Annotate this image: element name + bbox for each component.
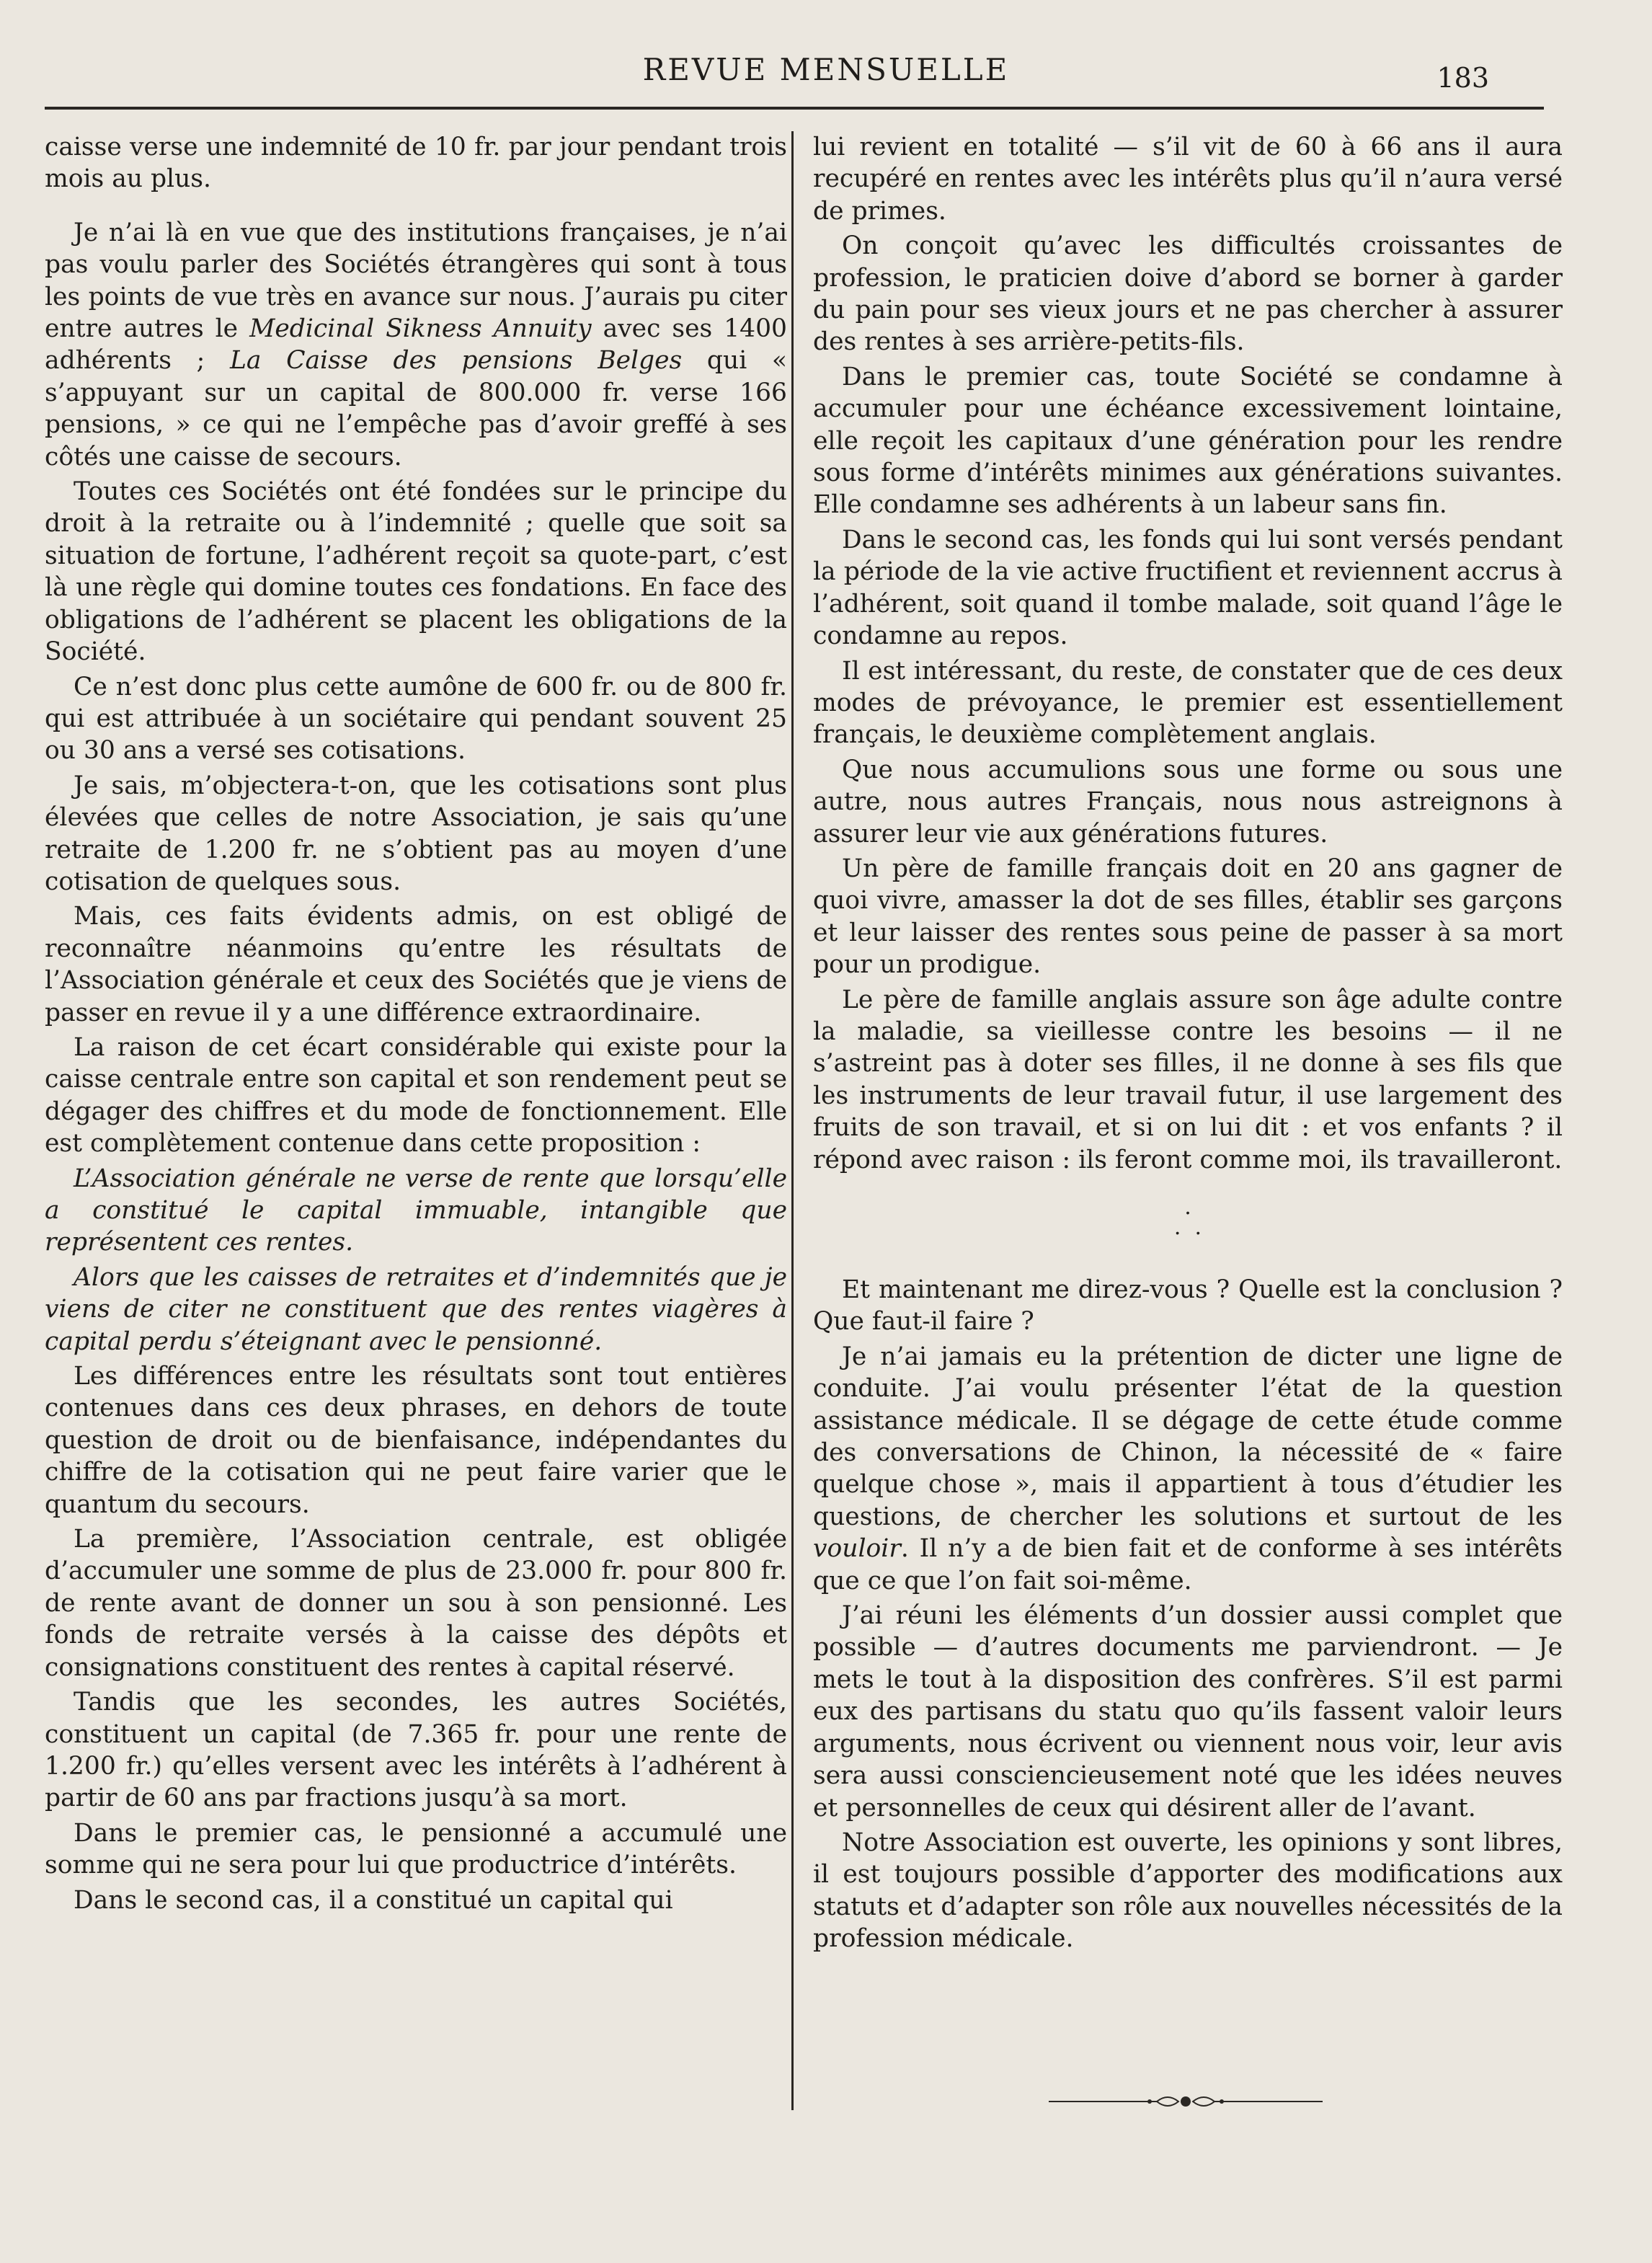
running-title: REVUE MENSUELLE [642,52,1010,87]
text-run: Je n’ai jamais eu la prétention de dicter une ligne de conduite. J’ai voulu présenter l’état de la question assistance médicale. Il se dégage de cette étude comme des conversations de Chinon, la nécessité de « faire quelque chose », mais il appartient à tous d’étudier les questions, de chercher les solutions et surtout de les [813,1342,1563,1531]
paragraph: J’ai réuni les éléments d’un dossier aussi complet que possible — d’autres documents me parviendront. — Je mets le tout à la disposition des confrères. S’il est parmi eux des partisans du statu quo qu’ils fassent valoir leurs arguments, nous écrivent ou viennent nous voir, leur avis sera aussi consciencieusement noté que les idées neuves et personnelles de ceux qui désirent aller de l’avant. [813,1601,1563,1823]
paragraph: Un père de famille français doit en 20 ans gagner de quoi vivre, amasser la dot de ses filles, établir ses garçons et leur laisser des rentes sous peine de passer à sa mort pour un prodigue. [813,854,1563,980]
text-run: Je n’ai là en vue que des institutions françaises, je n’ai pas voulu parler des Sociétés étrangères qui sont à tous les points de vue très en avance sur nous. J’aurais pu citer entre autres le [45,218,787,344]
paragraph: Le père de famille anglais assure son âge adulte contre la maladie, sa vieillesse contre les besoins — il ne s’astreint pas à doter ses filles, il ne donne à ses fils que les instruments de leur travail futur, il use largement des fruits de son travail, et si on lui dit : et vos enfants ? il répond avec raison : ils feront comme moi, ils travailleront. [813,985,1563,1174]
italic-proposition: L’Association générale ne verse de rente que lorsqu’elle a constitué le capital immuable, intangible que représentent ces rentes. [45,1164,787,1257]
paragraph: Tandis que les secondes, les autres Sociétés, constituent un capital (de 7.365 fr. pour une rente de 1.200 fr.) qu’elles versent avec les intérêts à l’adhérent à partir de 60 ans par fractions jusqu’à sa mort. [45,1688,787,1813]
section-asterism: . . . [1173,1195,1202,1240]
column-rule [791,131,794,2110]
paragraph [813,1341,1563,1597]
italic-word: vouloir [813,1534,901,1564]
left-column [45,131,787,1919]
paragraph: Il est intéressant, du reste, de constater que de ces deux modes de prévoyance, le premier est essentiellement français, le deuxième complètement anglais. [813,656,1563,750]
right-column [813,131,1563,1958]
text-run: . Il n’y a de bien fait et de conforme à ses intérêts que ce que l’on fait soi-même. [813,1534,1563,1595]
paragraph: On conçoit qu’avec les difficultés croissantes de profession, le praticien doive d’abord se borner à garder du pain pour ses vieux jours et ne pas chercher à assurer des rentes à ses arrière-petits-fils. [813,231,1563,357]
paragraph: Dans le second cas, les fonds qui lui sont versés pendant la période de la vie active fructifient et reviennent accrus à l’adhérent, soit quand il tombe malade, soit quand l’âge le condamne au repos. [813,525,1563,651]
paragraph: Et maintenant me direz-vous ? Quelle est la conclusion ? Que faut-il faire ? [813,1275,1563,1337]
page-number: 183 [1436,62,1489,94]
paragraph: Notre Association est ouverte, les opinions y sont libres, il est toujours possible d’apporter des modifications aux statuts et d’adapter son rôle aux nouvelles nécessités de la profession médicale. [813,1828,1563,1954]
italic-title: Medicinal Sikness Annuity [249,314,592,344]
fleuron-ornament [1042,2091,1330,2112]
header-rule [45,107,1544,110]
paragraph [45,217,787,473]
paragraph: La première, l’Association centrale, est obligée d’accumuler une somme de plus de 23.000 fr. pour 800 fr. de rente avant de donner un sou à son pensionné. Les fonds de retraite versés à la caisse des dépôts et consignations constituent des rentes à capital réservé. [45,1525,787,1682]
paragraph: Mais, ces faits évidents admis, on est obligé de reconnaître néanmoins qu’entre les résultats de l’Association générale et ceux des Sociétés que je viens de passer en revue il y a une différence extraordinaire. [45,902,787,1027]
paragraph: Je sais, m’objectera-t-on, que les cotisations sont plus élevées que celles de notre Association, je sais qu’une retraite de 1.200 fr. ne s’obtient pas au moyen d’une cotisation de quelques sous. [45,771,787,896]
paragraph: Dans le premier cas, le pensionné a accumulé une somme qui ne sera pour lui que productrice d’intérêts. [45,1818,787,1880]
italic-proposition: Alors que les caisses de retraites et d’indemnités que je viens de citer ne constituent que des rentes viagères à capital perdu s’éteignant avec le pensionné. [45,1262,787,1356]
paragraph: lui revient en totalité — s’il vit de 60 à 66 ans il aura recupéré en rentes avec les intérêts plus qu’il n’aura versé de primes. [813,133,1563,226]
paragraph: Dans le premier cas, toute Société se condamne à accumuler pour une échéance excessivement lointaine, elle reçoit les capitaux d’une génération pour les rendre sous forme d’intérêts minimes aux générations suivantes. Elle condamne ses adhérents à un labeur sans fin. [813,362,1563,520]
paragraph: Toutes ces Sociétés ont été fondées sur le principe du droit à la retraite ou à l’indemnité ; quelle que soit sa situation de fortune, l’adhérent reçoit sa quote-part, c’est là une règle qui domine toutes ces fondations. En face des obligations de l’adhérent se placent les obligations de la Société. [45,477,787,667]
paragraph: caisse verse une indemnité de 10 fr. par jour pendant trois mois au plus. [45,133,787,194]
text-run: avec ses 1400 adhérents ; [45,314,787,376]
paragraph: Les différences entre les résultats sont tout entières contenues dans ces deux phrases, en dehors de toute question de droit ou de bienfaisance, indépendantes du chiffre de la cotisation qui ne peut faire varier que le quantum du secours. [45,1362,787,1519]
paragraph: Ce n’est donc plus cette aumône de 600 fr. ou de 800 fr. qui est attribuée à un sociétaire qui pendant souvent 25 ou 30 ans a versé ses cotisations. [45,672,787,766]
paragraph: Dans le second cas, il a constitué un capital qui [74,1885,673,1915]
text-run: qui « s’appuyant sur un capital de 800.000 fr. verse 166 pensions, » ce qui ne l’empêche pas d’avoir greffé à ses côtés une caisse de secours. [45,346,788,471]
paragraph: Que nous accumulions sous une forme ou sous une autre, nous autres Français, nous nous astreignons à assurer leur vie aux générations futures. [813,755,1563,849]
paragraph: La raison de cet écart considérable qui existe pour la caisse centrale entre son capital et son rendement peut se dégager des chiffres et du mode de fonctionnement. Elle est complètement contenue dans cette proposition : [45,1032,787,1159]
italic-title: La Caisse des pensions Belges [229,346,683,376]
